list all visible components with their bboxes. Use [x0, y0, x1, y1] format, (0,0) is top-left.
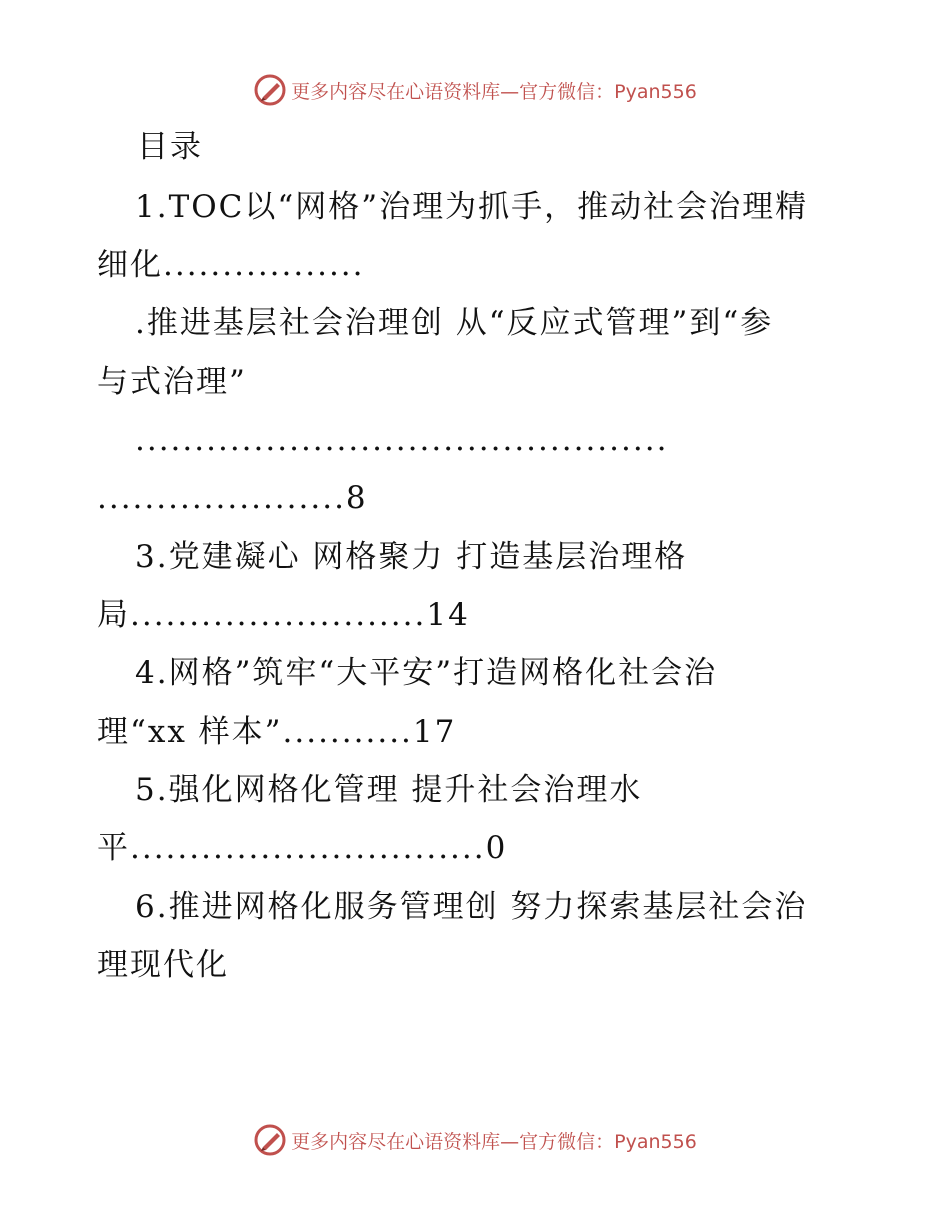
- header-banner: [0, 70, 950, 110]
- pen-logo-icon: [253, 1123, 287, 1157]
- toc-line: 1.TOC以“网格”治理为抓手，推动社会治理精: [135, 189, 809, 225]
- toc-line: 4.网格”筑牢“大平安”打造网格化社会治: [135, 655, 718, 691]
- toc-line: 与式治理”: [97, 364, 247, 400]
- toc-line: 细化.................: [97, 247, 365, 283]
- toc-line: .....................8: [97, 480, 368, 516]
- toc-line: 理“xx 样本”...........17: [97, 714, 457, 750]
- toc-line: 5.强化网格化管理 提升社会治理水: [135, 772, 643, 808]
- banner-text: 更多内容尽在心语资料库—官方微信：Pyan556: [291, 80, 697, 103]
- toc-heading: 目录: [137, 129, 203, 165]
- toc-line: .推进基层社会治理创 从“反应式管理”到“参: [135, 305, 774, 341]
- toc-line: 3.党建凝心 网格聚力 打造基层治理格: [135, 539, 688, 575]
- toc-line: 6.推进网格化服务管理创 努力探索基层社会治: [135, 889, 808, 925]
- banner-text: 更多内容尽在心语资料库—官方微信：Pyan556: [291, 1130, 697, 1153]
- toc-line: 局.........................14: [97, 597, 470, 633]
- pen-logo-icon: [253, 73, 287, 107]
- toc-line: 理现代化: [97, 947, 229, 983]
- toc-line: .............................................: [135, 422, 669, 458]
- footer-banner: [0, 1120, 950, 1160]
- toc-line: 平..............................0: [97, 830, 508, 866]
